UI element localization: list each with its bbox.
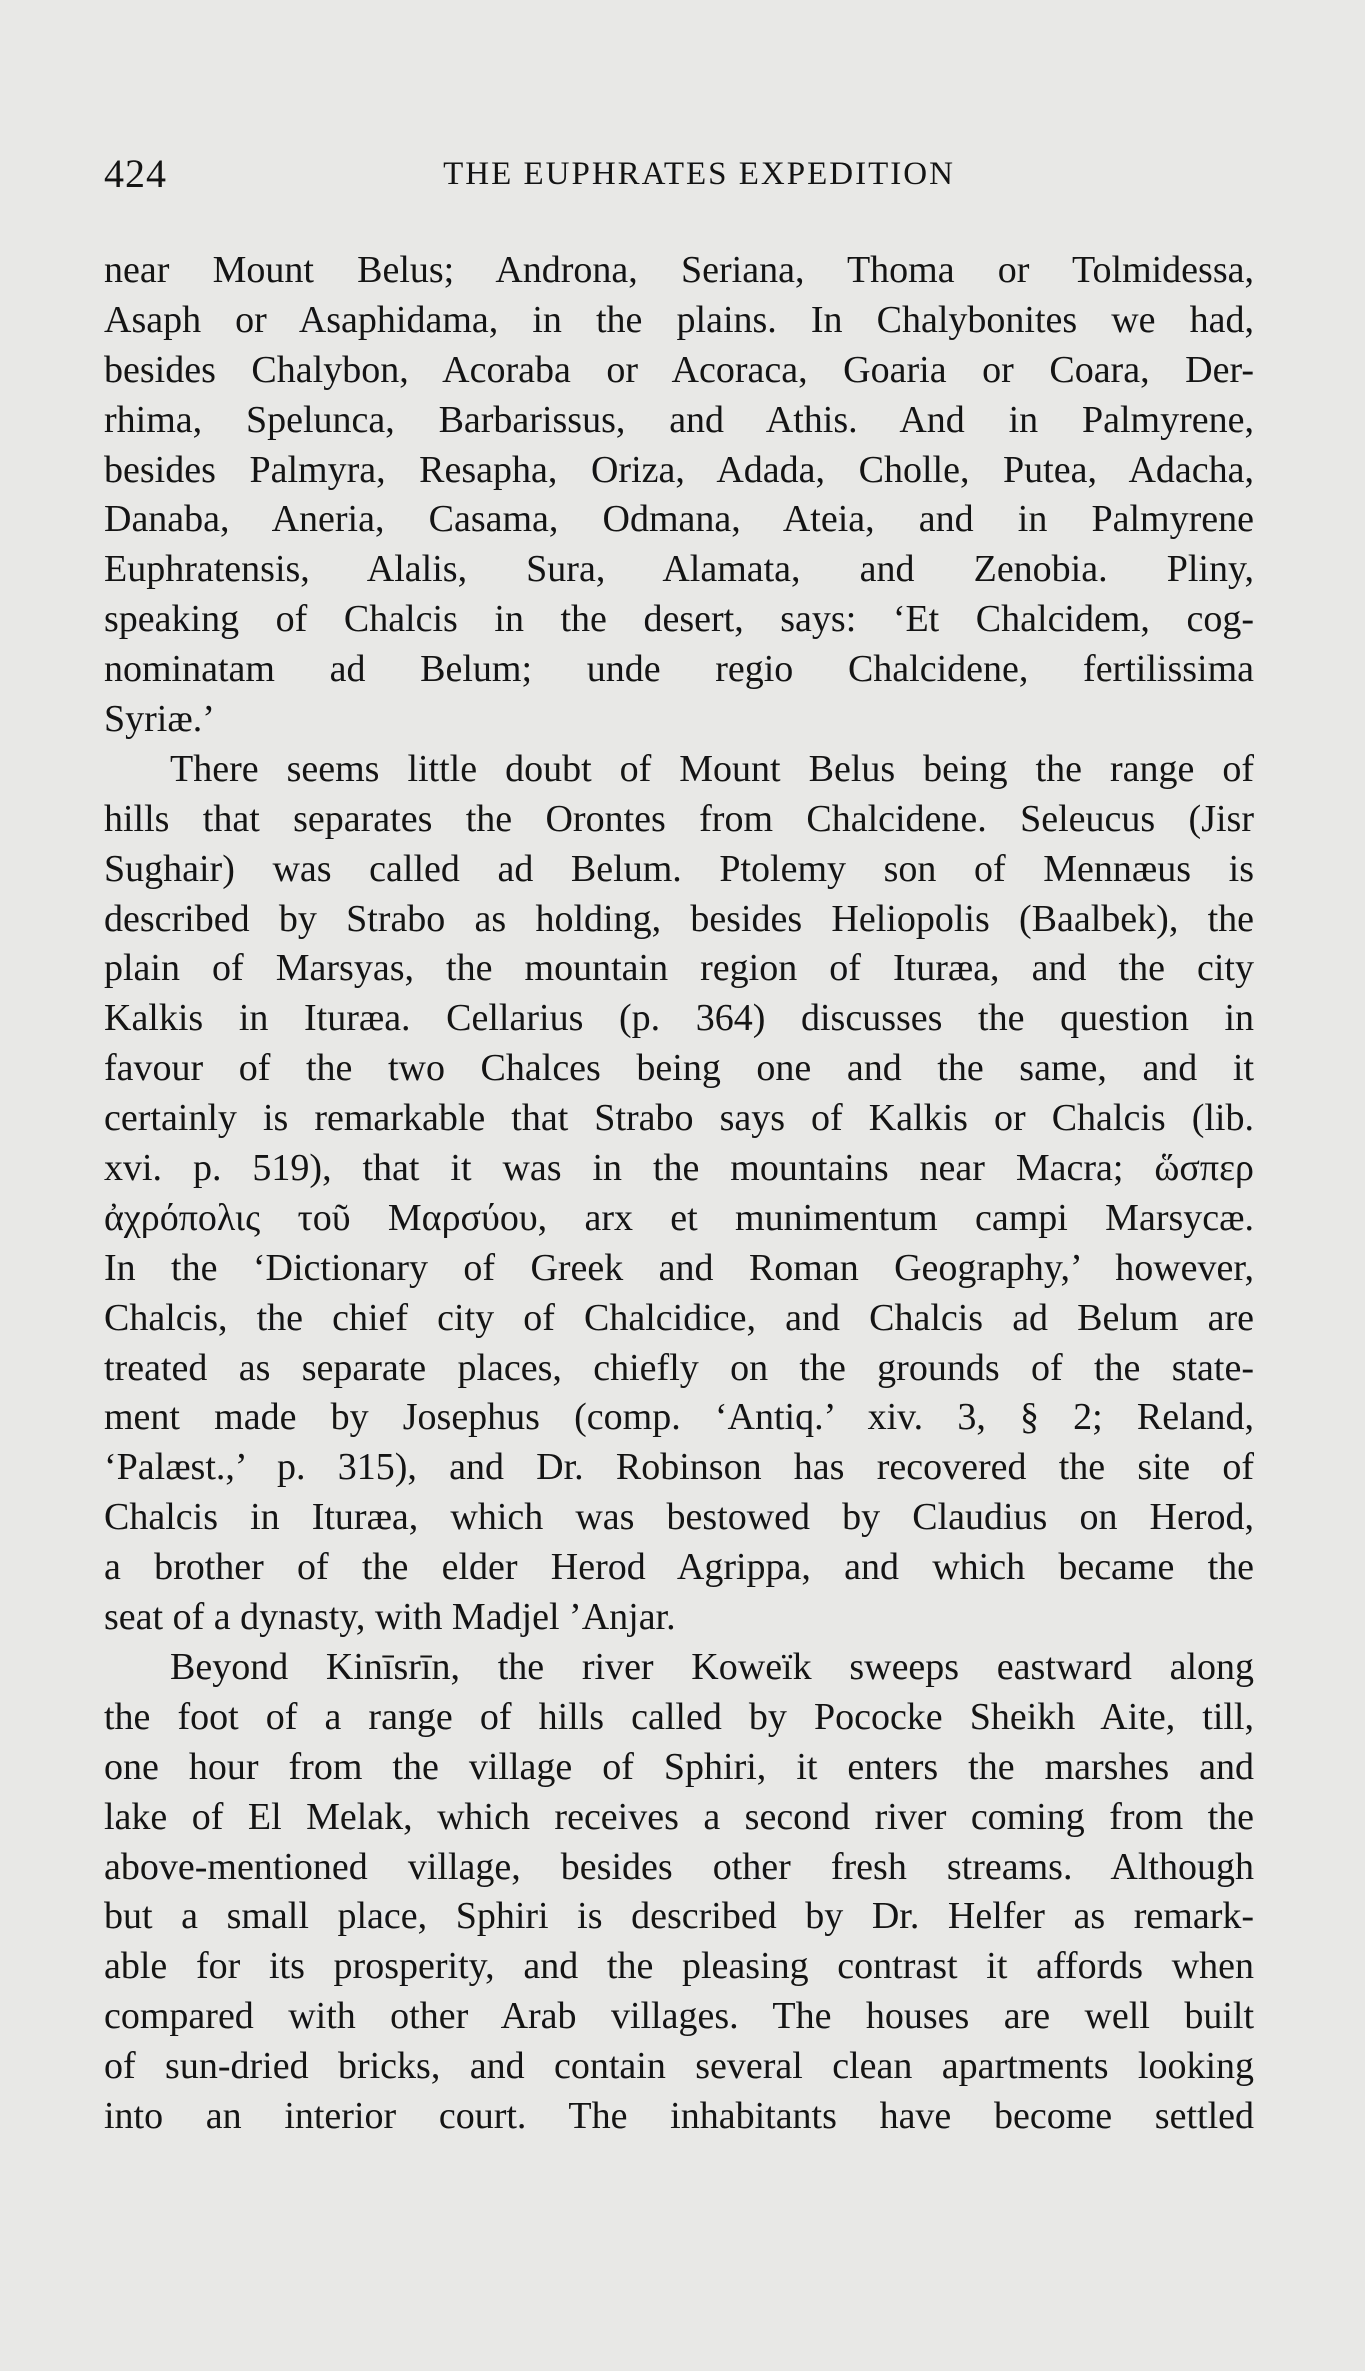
- paragraph-end-line: Syriæ.’: [104, 698, 215, 741]
- text-line: into an interior court. The inhabitants have become settled: [104, 2094, 1254, 2137]
- text-line: plain of Marsyas, the mountain region of Ituræa, and the city: [104, 947, 1254, 990]
- text-line: Kalkis in Ituræa. Cellarius (p. 364) discusses the question in: [104, 997, 1254, 1040]
- text-line: Asaph or Asaphidama, in the plains. In Chalybonites we had,: [104, 298, 1254, 341]
- text-line: ment made by Josephus (comp. ‘Antiq.’ xiv. 3, § 2; Reland,: [104, 1396, 1254, 1439]
- text-line: speaking of Chalcis in the desert, says: ‘Et Chalcidem, cog-: [104, 598, 1254, 641]
- paragraph-start-line: Beyond Kinīsrīn, the river Koweïk sweeps eastward along: [170, 1645, 1254, 1688]
- text-line: the foot of a range of hills called by Pococke Sheikh Aite, till,: [104, 1695, 1254, 1738]
- text-line: lake of El Melak, which receives a second river coming from the: [104, 1795, 1254, 1838]
- text-line: described by Strabo as holding, besides Heliopolis (Baalbek), the: [104, 897, 1254, 940]
- text-line: In the ‘Dictionary of Greek and Roman Geography,’ however,: [104, 1246, 1254, 1289]
- body-text: [104, 246, 1254, 2142]
- page-number: 424: [104, 151, 167, 196]
- text-line: certainly is remarkable that Strabo says of Kalkis or Chalcis (lib.: [104, 1097, 1254, 1140]
- text-line: besides Palmyra, Resapha, Oriza, Adada, Cholle, Putea, Adacha,: [104, 448, 1254, 491]
- text-line: compared with other Arab villages. The houses are well built: [104, 1995, 1254, 2038]
- text-line: favour of the two Chalces being one and the same, and it: [104, 1047, 1254, 1090]
- text-line: but a small place, Sphiri is described by Dr. Helfer as remark-: [104, 1895, 1254, 1938]
- text-line: a brother of the elder Herod Agrippa, and which became the: [104, 1546, 1254, 1589]
- text-line: nominatam ad Belum; unde regio Chalcidene, fertilissima: [104, 648, 1254, 691]
- text-line: xvi. p. 519), that it was in the mountains near Macra; ὥσπερ: [104, 1147, 1254, 1190]
- page-header: [104, 148, 1254, 200]
- text-line: Euphratensis, Alalis, Sura, Alamata, and Zenobia. Pliny,: [104, 548, 1254, 591]
- paragraph-end-line: seat of a dynasty, with Madjel ’Anjar.: [104, 1596, 676, 1639]
- text-line: ἀχρόπολις τοῦ Μαρσύου, arx et munimentum campi Marsycæ.: [104, 1196, 1254, 1239]
- paragraph-start-line: There seems little doubt of Mount Belus being the range of: [170, 747, 1254, 790]
- text-line: Chalcis, the chief city of Chalcidice, and Chalcis ad Belum are: [104, 1296, 1254, 1339]
- text-line: of sun-dried bricks, and contain several clean apartments looking: [104, 2045, 1254, 2088]
- text-line: Sughair) was called ad Belum. Ptolemy son of Mennæus is: [104, 847, 1254, 890]
- text-line: above-mentioned village, besides other fresh streams. Although: [104, 1845, 1254, 1888]
- text-line: hills that separates the Orontes from Chalcidene. Seleucus (Jisr: [104, 797, 1254, 840]
- text-line: Chalcis in Ituræa, which was bestowed by Claudius on Herod,: [104, 1496, 1254, 1539]
- text-line: Danaba, Aneria, Casama, Odmana, Ateia, and in Palmyrene: [104, 498, 1254, 541]
- text-line: one hour from the village of Sphiri, it enters the marshes and: [104, 1745, 1254, 1788]
- text-line: besides Chalybon, Acoraba or Acoraca, Goaria or Coara, Der-: [104, 348, 1254, 391]
- text-line: ‘Palæst.,’ p. 315), and Dr. Robinson has recovered the site of: [104, 1446, 1254, 1489]
- text-line: able for its prosperity, and the pleasing contrast it affords when: [104, 1945, 1254, 1988]
- text-line: near Mount Belus; Androna, Seriana, Thoma or Tolmidessa,: [104, 249, 1254, 291]
- text-line: treated as separate places, chiefly on the grounds of the state-: [104, 1346, 1254, 1389]
- text-line: rhima, Spelunca, Barbarissus, and Athis. And in Palmyrene,: [104, 398, 1254, 441]
- running-head: THE EUPHRATES EXPEDITION: [443, 156, 955, 192]
